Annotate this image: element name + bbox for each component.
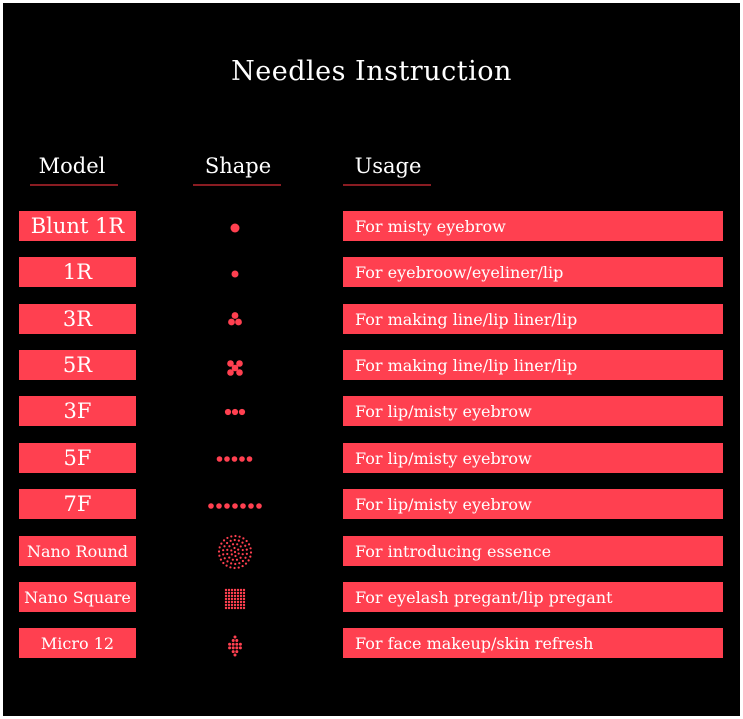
usage-cell: For eyelash pregant/lip pregant	[343, 582, 723, 612]
three-flat-row-icon	[205, 390, 265, 434]
usage-cell: For lip/misty eyebrow	[343, 396, 723, 426]
model-cell: 3F	[19, 396, 136, 426]
model-cell: 3R	[19, 304, 136, 334]
header-model-underline	[30, 184, 118, 186]
model-cell: Blunt 1R	[19, 211, 136, 241]
usage-cell: For making line/lip liner/lip	[343, 350, 723, 380]
five-flat-row-icon	[205, 437, 265, 481]
usage-cell: For eyebroow/eyeliner/lip	[343, 257, 723, 287]
model-cell: 5F	[19, 443, 136, 473]
five-round-cluster-icon	[205, 346, 265, 390]
usage-cell: For face makeup/skin refresh	[343, 628, 723, 658]
usage-cell: For making line/lip liner/lip	[343, 304, 723, 334]
model-cell: Nano Square	[19, 582, 136, 612]
model-cell: 7F	[19, 489, 136, 519]
single-dot-large-icon	[205, 206, 265, 250]
page-title: Needles Instruction	[231, 56, 512, 87]
usage-cell: For misty eyebrow	[343, 211, 723, 241]
header-shape: Shape	[204, 154, 272, 178]
header-model: Model	[38, 154, 106, 178]
usage-cell: For introducing essence	[343, 536, 723, 566]
header-usage: Usage	[354, 154, 422, 178]
usage-cell: For lip/misty eyebrow	[343, 443, 723, 473]
header-usage-underline	[343, 184, 431, 186]
usage-cell: For lip/misty eyebrow	[343, 489, 723, 519]
micro-12-cluster-icon	[205, 624, 265, 668]
model-cell: 1R	[19, 257, 136, 287]
single-dot-small-icon	[205, 252, 265, 296]
three-round-cluster-icon	[205, 298, 265, 342]
nano-square-grid-icon	[205, 577, 265, 621]
model-cell: 5R	[19, 350, 136, 380]
header-shape-underline	[193, 184, 281, 186]
model-cell: Micro 12	[19, 628, 136, 658]
nano-round-circle-icon	[205, 530, 265, 574]
model-cell: Nano Round	[19, 536, 136, 566]
seven-flat-row-icon	[205, 484, 265, 528]
